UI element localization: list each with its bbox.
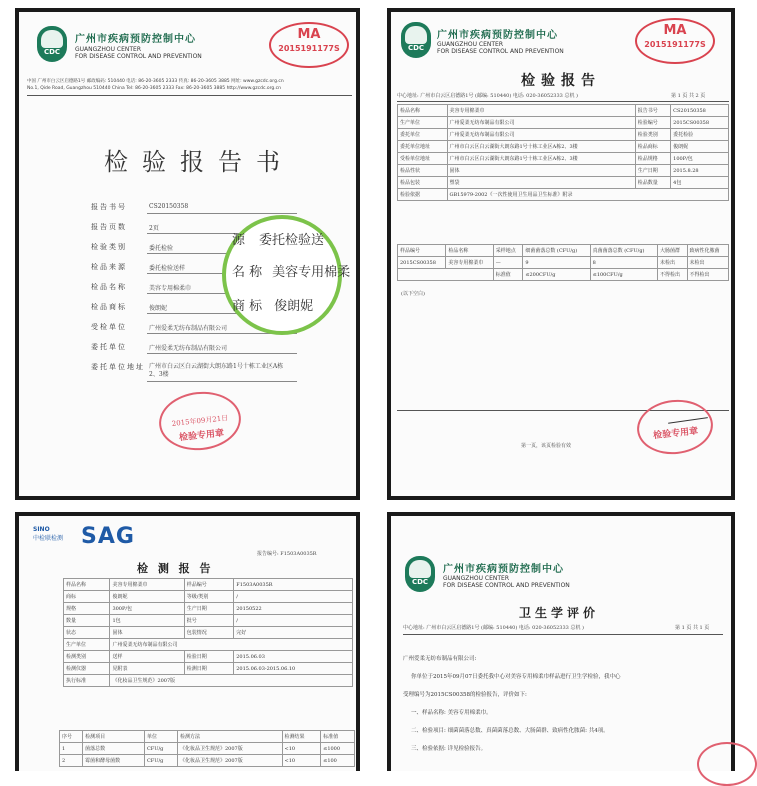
info-label: 生产单位	[398, 117, 448, 129]
info-label: 报告书号	[635, 105, 670, 117]
test-result-table	[59, 730, 355, 767]
test-cell: <10	[282, 755, 321, 767]
info-value: 广州爱柔无纺布制品有限公司	[447, 129, 635, 141]
test-cell: 菌落总数	[83, 743, 145, 755]
field-label: 检品来源	[91, 263, 127, 271]
org-name-cn: 广州市疾病预防控制中心	[443, 564, 564, 575]
evaluation-paragraph: 二、检验项目: 细菌菌落总数、真菌菌落总数、大肠菌群、致病性化脓菌: 共4项。	[411, 728, 609, 734]
brand-cn: 中检联检测	[33, 535, 64, 542]
sag-test-report-document	[15, 512, 360, 771]
info-label: 委托单位地址	[398, 141, 448, 153]
report-title: 检验报告	[521, 73, 601, 89]
test-cell: <10	[282, 743, 321, 755]
info-label: 检验依据	[398, 189, 448, 201]
mag-value-3: 俊朗妮	[274, 299, 314, 314]
sample-row	[64, 675, 353, 687]
info-row	[398, 189, 729, 201]
org-name-en-2: FOR DISEASE CONTROL AND PREVENTION	[437, 48, 564, 55]
cdc-logo-icon: CDC	[37, 26, 67, 62]
field-value: 委托检验	[149, 245, 174, 252]
test-row	[60, 743, 355, 755]
field-value: 委托检验送样	[149, 265, 186, 272]
info-label: 检验编号	[635, 117, 670, 129]
sample-label: 等级/类别	[184, 591, 234, 603]
inspection-seal: 2015年09月21日 检验专用章	[156, 388, 244, 454]
info-value: 2015.8.28	[671, 165, 729, 177]
center-address: 中心地址: 广州市白云区启德路1号 (邮编: 510440) 电话: 020-36052333 总机 )	[403, 625, 584, 631]
brand-sag: SAG	[81, 524, 135, 549]
info-value: 100P/包	[671, 153, 729, 165]
info-label: 检品商标	[635, 141, 670, 153]
info-value: 委托检验	[671, 129, 729, 141]
info-row	[398, 165, 729, 177]
contact-line-cn: 中国 广州市白云区启德路1号 邮政编码: 510440 电话: 86-20-3605 2333 传真: 86-20-3605 3885 网址: www.gzcdc.org.cn	[27, 79, 284, 84]
field-label: 检验类别	[91, 243, 127, 251]
report-cover-document	[15, 8, 360, 500]
sample-label: 数量	[64, 615, 110, 627]
report-number: 报告编号: F1503A0035R	[257, 551, 317, 557]
sample-value: 美容专用棉柔巾	[110, 579, 184, 591]
blank-note: (以下空白)	[401, 291, 425, 297]
info-row	[398, 117, 729, 129]
field-underline	[147, 381, 297, 382]
field-underline	[147, 353, 297, 354]
standard-cell: 标准值	[493, 269, 523, 281]
sample-value: 固体	[110, 627, 184, 639]
sample-label: 检验日期	[184, 651, 234, 663]
test-result-header	[60, 731, 355, 743]
info-row	[398, 105, 729, 117]
sample-value: 送样	[110, 651, 184, 663]
result-cell: 8	[590, 257, 657, 269]
info-label: 检品数量	[635, 177, 670, 189]
test-cell: 2	[60, 755, 83, 767]
info-label: 委托单位	[398, 129, 448, 141]
standard-cell: ≤200CFU/g	[523, 269, 590, 281]
result-header-cell: 细菌菌落总数 (CFU/g)	[523, 245, 590, 257]
field-label: 委托单位地址	[91, 363, 145, 371]
ma-certification-stamp: MA 2015191177S	[635, 18, 715, 64]
evaluation-paragraph: 受理编号为2015CS00358的检验报告，评价如下:	[403, 692, 527, 698]
report-title: 检 测 报 告	[137, 562, 214, 575]
info-label: 检品性状	[398, 165, 448, 177]
org-name-en-1: GUANGZHOU CENTER	[75, 46, 142, 53]
header-divider	[403, 634, 723, 635]
page-indicator: 第 1 页 共 2 页	[671, 93, 706, 99]
result-header-cell: 采样地点	[493, 245, 523, 257]
info-row	[398, 177, 729, 189]
sample-label: 状态	[64, 627, 110, 639]
info-label: 检品规格	[635, 153, 670, 165]
result-cell: 未检出	[687, 257, 728, 269]
center-address: 中心地址: 广州市白云区启德路1号 (邮编: 510440) 电话: 020-36052333 总机 )	[397, 93, 578, 99]
info-row	[398, 129, 729, 141]
info-row	[398, 141, 729, 153]
sample-value: 《化妆品卫生规范》2007版	[110, 675, 353, 687]
sample-row	[64, 651, 353, 663]
sag-logo	[33, 526, 63, 542]
header-divider	[27, 95, 352, 96]
sample-value: 2015.06.03-2015.06.10	[234, 663, 353, 675]
field-value: 广州爱柔无纺布制品有限公司	[149, 325, 228, 332]
result-standard-row	[398, 269, 729, 281]
sample-label: 生产日期	[184, 603, 234, 615]
test-header-cell: 标准值	[321, 731, 355, 743]
hygiene-evaluation-document	[387, 512, 735, 771]
standard-cell: 不得检出	[687, 269, 728, 281]
sample-label: 检测日期	[184, 663, 234, 675]
mag-key-2: 名 称	[232, 265, 263, 280]
mag-key-3: 商 标	[232, 299, 263, 314]
standard-cell: 不得检出	[657, 269, 687, 281]
sample-row	[64, 591, 353, 603]
result-header-cell: 致病性化脓菌	[687, 245, 728, 257]
field-underline	[147, 213, 297, 214]
test-header-cell: 检测方法	[177, 731, 282, 743]
info-label: 受检单位地址	[398, 153, 448, 165]
field-label: 受检单位	[91, 323, 127, 331]
spacer-cell	[398, 269, 494, 281]
result-cell: —	[493, 257, 523, 269]
sample-value: 广州爱柔无纺布制品有限公司	[110, 639, 353, 651]
info-value: 俊朗妮	[671, 141, 729, 153]
info-label: 检品名称	[398, 105, 448, 117]
sample-info-table	[63, 578, 353, 687]
info-value: 塑袋	[447, 177, 635, 189]
sample-label: 样品名称	[64, 579, 110, 591]
evaluation-paragraph: 一、样品名称: 美容专用棉柔巾。	[411, 710, 492, 716]
cdc-logo-icon: CDC	[401, 22, 431, 58]
field-value: 美容专用棉柔巾	[149, 285, 192, 292]
field-value: 2页	[149, 225, 159, 232]
sample-label: 商标	[64, 591, 110, 603]
field-label: 报告页数	[91, 223, 127, 231]
sample-value: 2015.06.03	[234, 651, 353, 663]
evaluation-paragraph: 三、检验依据: 详见检验报告。	[411, 746, 487, 752]
info-value: 广州市白云区白云湖街大朗东路1号十栋工业区A栋2、3楼	[447, 141, 635, 153]
page-footer: 第一页，该页检验有效	[521, 443, 572, 449]
info-value: 固体	[447, 165, 635, 177]
field-label: 检品名称	[91, 283, 127, 291]
evaluation-paragraph: 你单位于2015年09月07日委托我中心对美容专用棉柔巾样品进行卫生学检验，我中心	[411, 674, 621, 680]
sample-label: 执行标准	[64, 675, 110, 687]
sample-value: 1包	[110, 615, 184, 627]
result-header-row	[398, 245, 729, 257]
sample-value: 完好	[234, 627, 353, 639]
org-name-cn: 广州市疾病预防控制中心	[437, 30, 558, 41]
inspection-report-document	[387, 8, 735, 500]
contact-line-en: No.1, Qide Road, Guangzhou 510440 China Tel: 86-20-3605 2333 Fax: 86-20-3605 3885 http://www.gzcdc.org.cn	[27, 86, 281, 91]
result-cell: 9	[523, 257, 590, 269]
field-label: 委托单位	[91, 343, 127, 351]
info-row	[398, 153, 729, 165]
org-name-cn: 广州市疾病预防控制中心	[75, 34, 196, 45]
info-label: 生产日期	[635, 165, 670, 177]
mag-key-1: 源	[232, 233, 246, 248]
info-value: 广州市白云区白云湖街大朗东路1号十栋工业区A栋2、3楼	[447, 153, 635, 165]
evaluation-title: 卫生学评价	[519, 606, 600, 620]
sample-label: 包装情况	[184, 627, 234, 639]
sample-label: 检测仪器	[64, 663, 110, 675]
inspection-seal: 检验专用章	[634, 396, 715, 458]
field-value: 俊朗妮	[149, 305, 168, 312]
field-value: 广州市白云区白云湖街大朗东路1号十栋工业区A栋2、3楼	[149, 363, 284, 378]
result-header-cell: 真菌菌落总数 (CFU/g)	[590, 245, 657, 257]
sample-row	[64, 627, 353, 639]
test-cell: ≤1000	[321, 743, 355, 755]
test-cell: 1	[60, 743, 83, 755]
org-name-en-2: FOR DISEASE CONTROL AND PREVENTION	[75, 53, 202, 60]
sample-row	[64, 663, 353, 675]
sample-label: 样品编号	[184, 579, 234, 591]
ma-certification-stamp: MA 2015191177S	[269, 22, 349, 68]
result-cell: 未检出	[657, 257, 687, 269]
mag-value-2: 美容专用棉柔	[272, 265, 351, 280]
page-indicator: 第 1 页 共 1 页	[675, 625, 710, 631]
test-header-cell: 检测项目	[83, 731, 145, 743]
field-value: CS20150358	[149, 203, 189, 210]
magnifier-lens	[222, 215, 351, 335]
info-value: 广州爱柔无纺布制品有限公司	[447, 117, 635, 129]
sample-label: 批号	[184, 615, 234, 627]
test-header-cell: 序号	[60, 731, 83, 743]
partial-seal	[697, 742, 757, 786]
org-name-en-1: GUANGZHOU CENTER	[443, 575, 510, 582]
result-header-cell: 样品编号	[398, 245, 446, 257]
test-cell: 霉菌和酵母菌数	[83, 755, 145, 767]
sample-row	[64, 579, 353, 591]
info-value: CS20150358	[671, 105, 729, 117]
sample-value: 见附表	[110, 663, 184, 675]
sample-value: /	[234, 615, 353, 627]
test-cell: 《化妆品卫生规范》2007版	[177, 743, 282, 755]
result-cell: 美容专用棉柔巾	[446, 257, 493, 269]
test-cell: 《化妆品卫生规范》2007版	[177, 755, 282, 767]
sample-row	[64, 615, 353, 627]
result-header-cell: 大肠菌群	[657, 245, 687, 257]
test-header-cell: 检测结果	[282, 731, 321, 743]
field-value: 广州爱柔无纺布制品有限公司	[149, 345, 228, 352]
sample-label: 检测类别	[64, 651, 110, 663]
field-label: 报告书号	[91, 203, 127, 211]
sample-row	[64, 603, 353, 615]
sample-value: 俊朗妮	[110, 591, 184, 603]
org-name-en-2: FOR DISEASE CONTROL AND PREVENTION	[443, 582, 570, 589]
report-info-table	[397, 104, 729, 201]
test-header-cell: 单位	[144, 731, 177, 743]
mag-value-1: 委托检验送	[259, 233, 325, 248]
test-cell: CFU/g	[144, 755, 177, 767]
test-cell: ≤100	[321, 755, 355, 767]
report-title: 检验报告书	[104, 148, 294, 176]
info-value: GB15979-2002《一次性使用卫生用品卫生标准》附录	[447, 189, 729, 201]
sample-value: 20150522	[234, 603, 353, 615]
result-cell: 2015CS00358	[398, 257, 446, 269]
sample-value: /	[234, 591, 353, 603]
info-value: 2015CS00358	[671, 117, 729, 129]
info-label: 检品包装	[398, 177, 448, 189]
field-label: 检品商标	[91, 303, 127, 311]
sample-row	[64, 639, 353, 651]
standard-cell: ≤100CFU/g	[590, 269, 657, 281]
result-data-row	[398, 257, 729, 269]
addressee: 广州爱柔无纺布制品有限公司:	[403, 656, 477, 662]
result-table	[397, 244, 729, 281]
org-name-en-1: GUANGZHOU CENTER	[437, 41, 504, 48]
test-row	[60, 755, 355, 767]
sample-value: F1503A0035R	[234, 579, 353, 591]
sample-value: 300P/包	[110, 603, 184, 615]
header-divider	[397, 101, 729, 102]
test-cell: CFU/g	[144, 743, 177, 755]
sample-label: 生产单位	[64, 639, 110, 651]
info-value: 4包	[671, 177, 729, 189]
info-value: 美容专用棉柔巾	[447, 105, 635, 117]
sample-label: 规格	[64, 603, 110, 615]
brand-top: SINO	[33, 526, 50, 533]
cdc-logo-icon: CDC	[405, 556, 435, 592]
info-label: 检验类别	[635, 129, 670, 141]
result-header-cell: 检品名称	[446, 245, 493, 257]
